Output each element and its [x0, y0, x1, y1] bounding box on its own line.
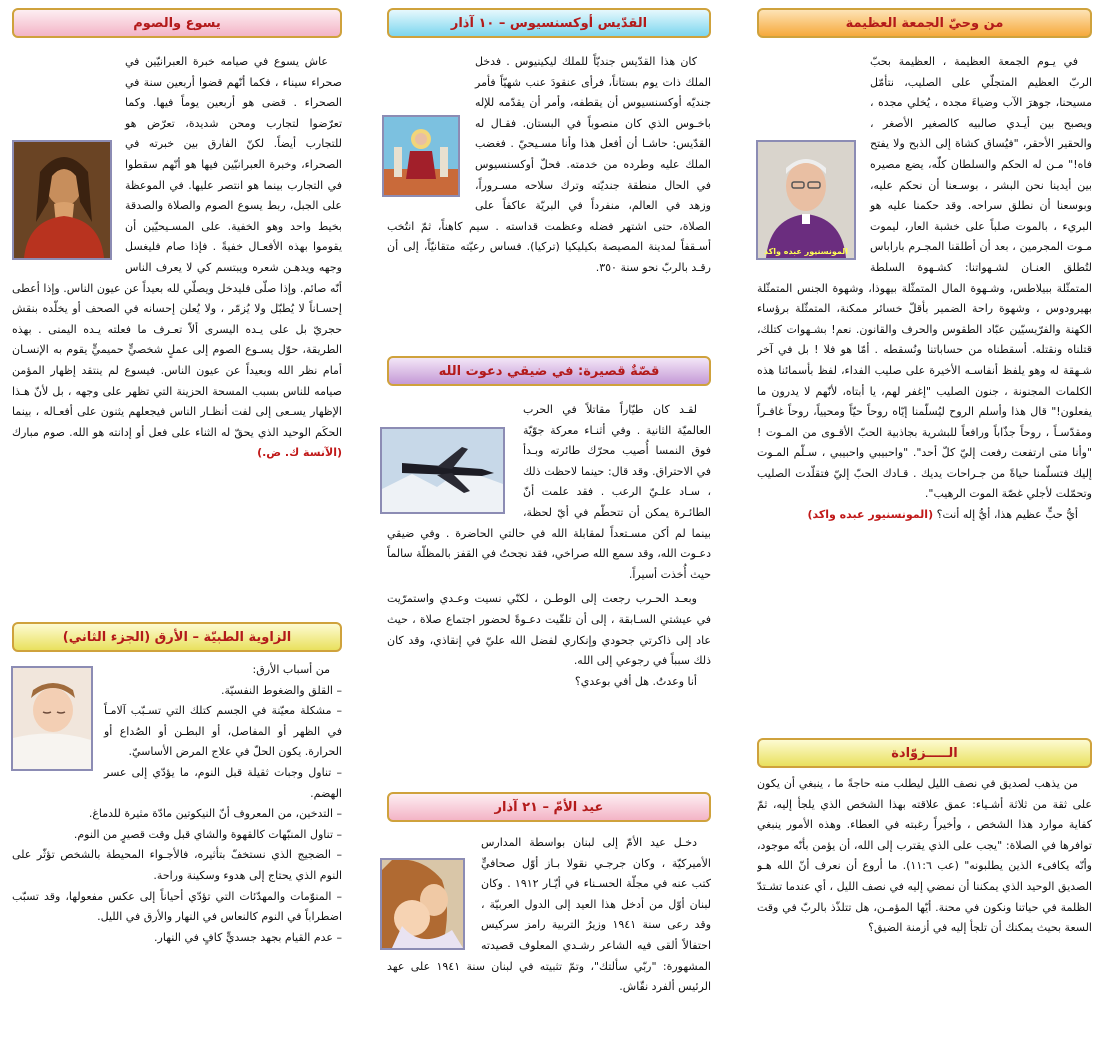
zawada-text — [757, 774, 1092, 1040]
story-title: قصّةٌ قصيرة: في ضيقي دعوت الله — [387, 356, 711, 386]
insomnia-item: – عدم القيام بجهد جسديٍّ كافٍ في النهار. — [154, 930, 342, 944]
friday-signature: (المونسنيور عبده واكد) — [807, 508, 934, 522]
insomnia-item: – الضجيج الذي نستخفّ بتأثيره، فالأجـواء المحيطة بالشخص تؤثّر على النوم الذي يحتاج إلى هدوء وسكينة وراحة. — [12, 848, 342, 882]
insomnia-item: – القلق والضغوط النفسيّة. — [220, 683, 342, 697]
insomnia-text — [12, 660, 342, 1042]
mother-text — [387, 833, 711, 1041]
story-text — [387, 400, 711, 780]
friday-closing: أيُّ حبٍّ عظيم هذا، أيُّ إله أنت؟ (المونسنيور عبده واكد) — [807, 508, 1078, 522]
story-paragraph-1: لقـد كان طيّاراً مقاتلاً في الحرب العالميّة الثانية . وفي أثنـاء معركة جوّيّة فوق النمسا أُصيب محرّك طائرته وبـدأ في الاحتراق. وقد قال: حينما لاحظت ذلك ، سـاد علـيّ الرعب . فقد علمت أنّ الطائـرة يمكن أن تتحطّم في أيّ لحظة، بينما لم أكن مسـتعداً لمقابلة الله في حالتي الحاضرة . وفي ضيقي دعـوت الله، وقد سمع الله صراخي، فقد نجحتُ في القفز بالمظلّة سالماً حيث أُخذت أسيراً. — [387, 403, 711, 581]
friday-paragraph: في يـوم الجمعة العظيمة ، العظيمة بحبّ الربّ العظيم المتجلّي على الصليب، نتأمّل مسيحنا، جوهرَ الآب وضياءَ مجده ، يُخلي مجده ، ويصبح بين أيـدي صالبيه كالصغير الأصغر ، والحقير الأحقر، "فيُساق كشاة إلى الذبح ولا يفتح فاه!" مـن له الحكم والسلطان كلّه، يضع مصيره بين أيدينا نحن البشر ، بوسـعنا أن نحكم عليه، وبوسعنا أن نطلق سراحه. وقد حكمنا عليه هو البريء ، بالموت صلباً على خشبة العار، ليموت مـوت المجرمين ، بعد أن أطلقنا المجـرم باراباس لتُطلق العنـان لشـهواتنا: كشـهوة السلطة المتمثّلة ببيلاطس، وشـهوة المال المتمثّلة بيهوذا، وشهوة الجنس المتمثّلة بهيرودوس ، وشهوة راحة الضمير بأقلّ خسائر ممكنة، المتمثّلة برؤساء الكهنة والفرّيسيّين عبّاد الطقوس والحرف والقانون. نعم! بشـهوات كتلك، قتلناه ونقتله. أسقطناه من حساباتنا ونُسقطه . أمّا هو فلا ! بل في آخر شـهقة له وهو يلفظ أنفاسـه الأخيرة على صليب الفداء، لفظ بأسمائنا هذه الكلمات المجنونة ، جنون الصليب "إغفر لهم، يا أبتاه، لأنّهم لا يدرون ما يفعلون!" قال هذا وأسلم الروح ليُسلّمنا إيّاه روحاً حيّاً ومحيياً، روحاً غافـراً ومقدّسـاً ، روحاً جذّاباً ورافعاً للبشرية بجاذبية الحبّ الأقـوى من المـوت ! "وأنا متى ارتفعت رفعت إليّ كلّ أحد". "واحبيبي واحبيبي ، سـلّم المـوت إليك فتسلّمنا حياةً من جـراحات يديك . قـادك الحبّ إليّ فتقلّدت الصليب وتحمّلت لأجلي غصّة الموت الرهيب". — [757, 55, 1092, 501]
insomnia-item: – التدخين، من المعروف أنّ النيكوتين مادّة مثيرة للدماغ. — [88, 807, 342, 821]
saint-text — [387, 52, 711, 344]
insomnia-item: – تناول المنبّهات كالقهوة والشاي قبل وقت قصيرٍ من النوم. — [73, 827, 342, 841]
column-middle — [377, 0, 722, 1043]
insomnia-intro: من أسباب الأرق: — [252, 663, 330, 676]
story-paragraph-3: أنا وعدتُ. هل أفي بوعدي؟ — [574, 674, 697, 688]
saint-paragraph: كان هذا القدّيس جنديّاً للملك ليكينيوس . فدخل الملك ذات يوم بستاناً، فرأى عنقودَ عنب شهيّاً فأمر جنديّه أوكسنسيوس أن يقطفه، وأمر أن يقدّمه للإله باخـوس الذي كان منصوباً في البستان. فقـال له القدّيس: حاشـا أن أفعل هذا وأنا مسـيحيّ . فغضب الملك عليه وطرده من خدمته. فحلّ أوكسنسيوس في الحال منطقة جنديّته وترك سلاحه مسـروراً، وزهد في العالم، منفرداً في البريّة عاكفاً على الصلاة، حتى اشتهر فضله وعظمت قداسته . سيم كاهناً، ثمّ انتُخب أسـقفاً لمدينة المصيصة بكيليكيا (تركيا). فساس رعيّته متقانيّاً، إلى أن رقـد بالربّ نحو سنة ٣٥٠. — [387, 55, 711, 274]
zawada-title: الـــــزوّادة — [757, 738, 1092, 768]
monsignor-caption: المونسنيور عبده واكد — [763, 247, 849, 256]
insomnia-item: – مشكلة معيّنة في الجسم كتلك التي تسـبّب آلامـاً في الظهر أو المفاصل، أو البطـن أو الصُداع أو الحرارة. يكون الحلّ في علاج المرض الأساسيّ. — [104, 704, 342, 759]
story-paragraph-2: وبعـد الحـرب رجعت إلى الوطـن ، لكنّي نسيت وعـدي واستمرّيت في عيشتي السـابقة ، إلى أن تلقّيت دعـوةً لحضور اجتماع صلاة ، حيث عاد إلى ذاكرتي جحودي وإنكاري لفضل الله عليّ في إنقاذي، وقد كان ذلك سبباً في رجوعي إلى الله. — [387, 592, 711, 668]
column-right — [748, 0, 1092, 1043]
zawada-paragraph: من يذهب لصديق في نصف الليل ليطلب منه حاجةً ما ، ينبغي أن يكون على ثقة من ثلاثة أشـياء: عمق علاقته بهذا الشخص الذي يلجأ إليه، ثمّ كفاية موارد هذا الشخص ، وأخيراً رغبته في العطاء. وهذه الأمور ينبغي توافرها في الصلاة: "يجب على الذي يقترب إلى الله، أن يؤمن بأنّه موجود، وأنّه يكافىء الذين يطلبونه" (عب ١١:٦). ما أروع أن نعرف أنّ الله هـو الصديق الوحيد الذي يمكننا أن نمضي إليه في نصف الليل ، أي عندما تشـتدّ الظلمة في حياتنا ونكون في محنة. أيّها المؤمـن، هل تتلذّذ بالربّ في وقت السعة بحيث يمكنك أن تلجأ إليه في أزمنة الضيق؟ — [757, 777, 1092, 935]
insomnia-title: الزاوية الطبيّة – الأرق (الجزء الثاني) — [12, 622, 342, 652]
mother-title: عيد الأمّ – ٢١ آذار — [387, 792, 711, 822]
insomnia-item: – المنوّمات والمهدّئات التي تؤدّي أحياناً إلى عكس مفعولها، وقد تسبّب اضطراباً في النوم كالنعاس في النهار والأرق في الليل. — [12, 889, 342, 924]
friday-text — [757, 52, 1092, 732]
insomnia-item: – تناول وجبات ثقيلة قبل النوم، ما يؤدّي إلى عسر الهضم. — [104, 765, 342, 800]
friday-title: من وحيّ الجمعة العظيمة — [757, 8, 1092, 38]
jesus-title: يسوع والصوم — [12, 8, 342, 38]
jesus-signature: (الآنسة ك. ض.) — [257, 446, 342, 460]
jesus-paragraph: عاش يسوع في صيامه خبرة العبرانيّين في صحراء سيناء ، فكما أنّهم قضوا أربعين سنة في الصحراء . قضى هو أربعين يوماً فيها. وكما تعرّضوا لتجارب ومحن شديدة، تعرّض هو للتجارب أيضاً. لكنّ الفارق بين خبرته في الصحراء، وخبرة العبرانيّين فيها هو أنّهم سقطوا في التجارب بينما هو انتصر عليها. في الموعظة على الجبل، ربط يسوع الصوم والصلاة والصدقة بخيط واحد وهو الخفية. على المسـيحيّين أن يقوموا بهذه الأفعـال خفيةً . فإذا صام فليغسل وجهه ويدهـن شعره ويبتسم كي لا يعرف الناس أنّه صائم. وإذا صلّى فليدخل ويصلّي لله بعيداً عن عيون الناس. وإذا أعطى إحسـاناً لا يُطبّل ولا يُزمّر ، ولا يُعلن إحسانه في الصحف أو يخلّده بنقش حجريّ بل على يـده اليسرى ألاّ تعـرف ما فعلته يـده اليمنى . بهذه الطريقة، حوّل يسـوع الصوم إلى عملٍ شخصيٍّ حميميٍّ يقوم به الإنسـان أمام نظر الله وبعيداً عن عيون الناس. فيسوع لم ينتقد إظهار المؤمن صيامه للناس بسبب المسحة الحزينة التي تظهر على وجهه ، بل لأنّ هـذا الإظهار يسـعى إلى لفت أنظـار الناس فيجعلهم يثنون على أفعـاله ، بينما الحكَم الوحيد الذي يحقّ له الثناء على فعل أو إدانته هو الله. صوم مبارك (الآنسة ك. ض.) — [12, 55, 342, 460]
jesus-text — [12, 52, 342, 618]
column-left — [6, 0, 349, 1043]
saint-title: القدّيس أوكسنسيوس – ١٠ آذار — [387, 8, 711, 38]
mother-paragraph: دخـل عيد الأمّ إلى لبنان بواسطة المدارس الأميركيّة ، وكان جرجـي نقولا بـاز أوّل صحافيٍّ كتب عنه في مجلّة الحسـناء في أيّـار ١٩١٢ . وكان لبنان أوّل من أدخل هذا العيد إلى الدول العربيّة ، وقد رعى سنة ١٩٤١ وزيرُ التربية رامز سركيس احتفالاً ألقى فيه الشاعر رشـدي المعلوف قصيدته المشهورة: "ربّي سألتك"، وتمّ تثبيته في لبنان سنة ١٩٤١ على عهد الرئيس ألفرد نقّاش. — [387, 836, 711, 994]
